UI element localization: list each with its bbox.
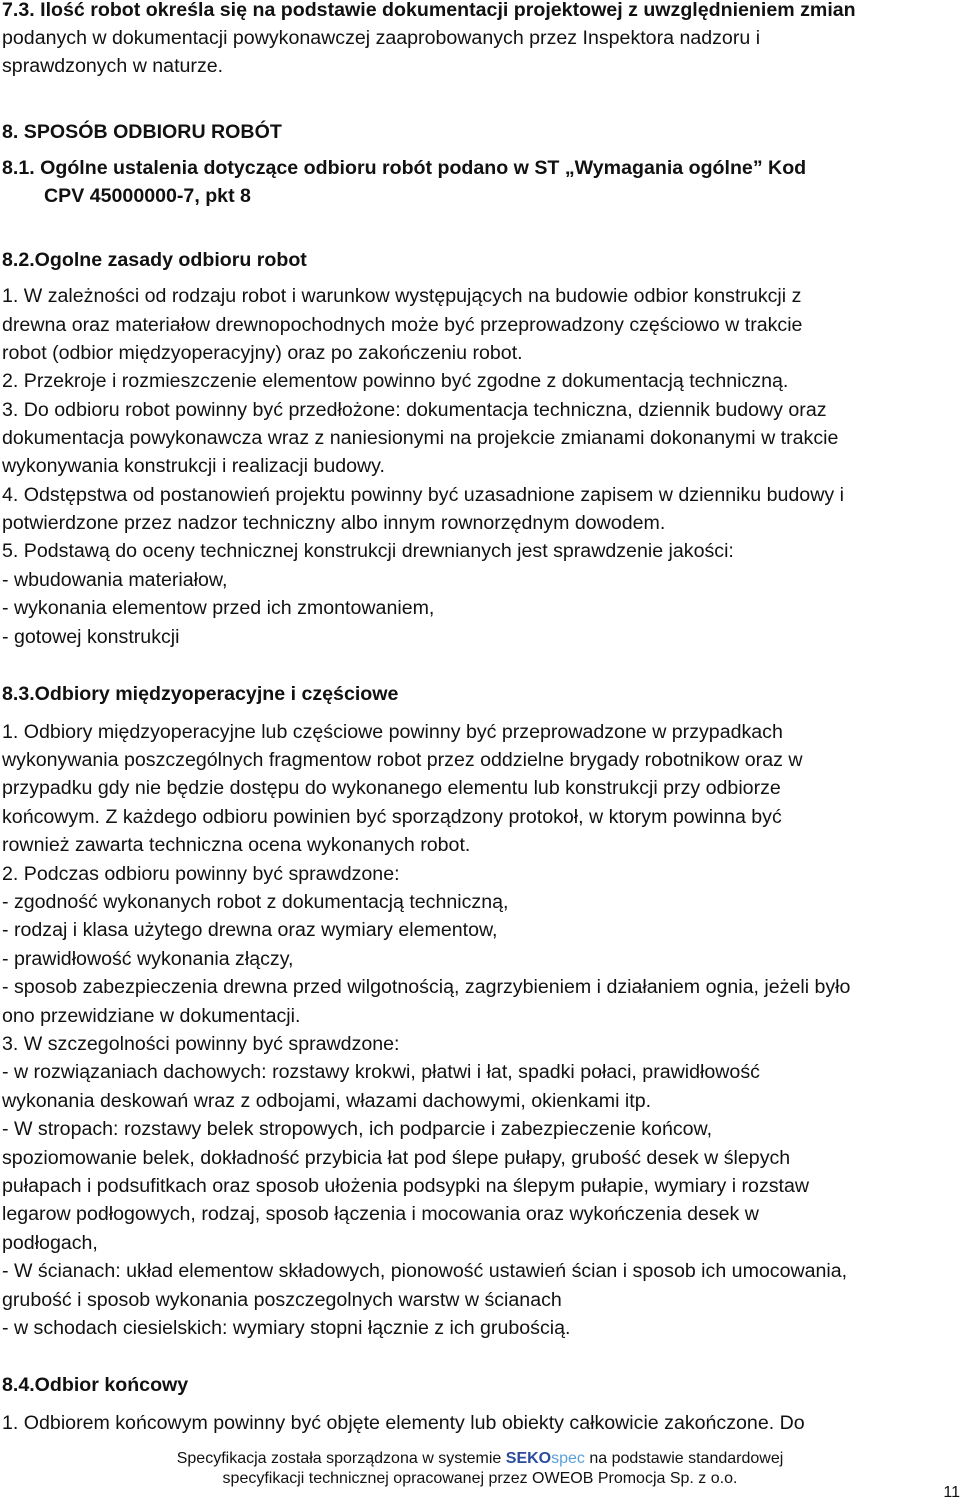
text-line: potwierdzone przez nadzor techniczny albo innym rownorzędnym dowodem. (2, 512, 666, 534)
text-line: podanych w dokumentacji powykonawczej zaaprobowanych przez Inspektora nadzoru i (2, 27, 761, 49)
text-line: grubość i sposob wykonania poszczegolnych warstw w ścianach (2, 1289, 562, 1311)
text-line: 1. W zależności od rodzaju robot i warunkow występujących na budowie odbior konstrukcji z (2, 285, 802, 307)
list-item: - wbudowania materiałow, (2, 569, 228, 591)
footer-text-before: Specyfikacja została sporządzona w systemie (176, 1450, 502, 1467)
section-8-2-heading: 8.2.Ogolne zasady odbioru robot (2, 249, 307, 271)
text-line: 1. Odbiorem końcowym powinny być objęte elementy lub obiekty całkowicie zakończone. Do (2, 1412, 805, 1434)
footer-line-2: specyfikacji technicznej opracowanej przez OWEOB Promocja Sp. z o.o. (222, 1470, 738, 1487)
section-7-3-heading: 7.3. Ilość robot określa się na podstawie dokumentacji projektowej z uwzględnieniem zmian (2, 0, 856, 21)
text-line: sprawdzonych w naturze. (2, 55, 224, 77)
text-line: pułapach i podsufitkach oraz sposob ułożenia podsypki na ślepym pułapie, wymiary i rozstaw (2, 1175, 810, 1197)
text-line: 5. Podstawą do oceny technicznej konstrukcji drewnianych jest sprawdzenie jakości: (2, 540, 734, 562)
section-8-1-heading: 8.1. Ogólne ustalenia dotyczące odbioru robót podano w ST „Wymagania ogólne” Kod (2, 157, 807, 179)
list-item: - zgodność wykonanych robot z dokumentacją techniczną, (2, 891, 509, 913)
text-line: 1. Odbiory międzyoperacyjne lub częściowe powinny być przeprowadzone w przypadkach (2, 721, 783, 743)
list-item: - gotowej konstrukcji (2, 626, 180, 648)
text-line: rownież zawarta techniczna ocena wykonanych robot. (2, 834, 471, 856)
page-number: 11 (943, 1484, 960, 1501)
text-line: 3. Do odbioru robot powinny być przedłożone: dokumentacja techniczna, dziennik budowy oraz (2, 399, 827, 421)
sekospec-logo (506, 1450, 585, 1467)
text-line: 2. Przekroje i rozmieszczenie elementow powinno być zgodne z dokumentacją techniczną. (2, 370, 789, 392)
text-line: końcowym. Z każdego odbioru powinien być sporządzony protokoł, w ktorym powinna być (2, 806, 782, 828)
list-item: - W ścianach: układ elementow składowych, pionowość ustawień ścian i sposob ich umocowania, (2, 1260, 848, 1282)
list-item: - sposob zabezpieczenia drewna przed wilgotnością, zagrzybieniem i działaniem ognia, jeżeli było (2, 976, 851, 998)
list-item: - wykonania elementow przed ich zmontowaniem, (2, 597, 435, 619)
text-line: 3. W szczegolności powinny być sprawdzone: (2, 1033, 400, 1055)
text-line: wykonywania poszczególnych fragmentow robot przez oddzielne brygady robotnikow oraz w (2, 749, 803, 771)
section-8-4-heading: 8.4.Odbior końcowy (2, 1374, 189, 1396)
section-8-heading: 8. SPOSÓB ODBIORU ROBÓT (2, 121, 282, 143)
list-item: - w schodach ciesielskich: wymiary stopni łącznie z ich grubością. (2, 1317, 571, 1339)
list-item: - rodzaj i klasa użytego drewna oraz wymiary elementow, (2, 919, 498, 941)
footer-text-after: na podstawie standardowej (589, 1450, 784, 1467)
text-line: robot (odbior międzyoperacyjny) oraz po zakończeniu robot. (2, 342, 523, 364)
list-item: - w rozwiązaniach dachowych: rozstawy krokwi, płatwi i łat, spadki połaci, prawidłowość (2, 1061, 760, 1083)
text-line: ono przewidziane w dokumentacji. (2, 1005, 301, 1027)
logo-seko: SEKO (505, 1450, 552, 1467)
text-line: drewna oraz materiałow drewnopochodnych może być przeprowadzony częściowo w trakcie (2, 314, 803, 336)
section-8-3-heading: 8.3.Odbiory międzyoperacyjne i częściowe (2, 683, 399, 705)
logo-spec: spec (551, 1450, 585, 1467)
list-item: - prawidłowość wykonania złączy, (2, 948, 294, 970)
text-line: legarow podłogowych, rodzaj, sposob łączenia i mocowania oraz wykończenia desek w (2, 1203, 759, 1225)
text-line: 2. Podczas odbioru powinny być sprawdzone: (2, 863, 400, 885)
text-line: wykonywania konstrukcji i realizacji budowy. (2, 455, 385, 477)
text-line: 4. Odstępstwa od postanowień projektu powinny być uzasadnione zapisem w dzienniku budowy i (2, 484, 844, 506)
list-item: - W stropach: rozstawy belek stropowych, ich podparcie i zabezpieczenie końcow, (2, 1118, 713, 1140)
section-8-1-heading-cont: CPV 45000000-7, pkt 8 (44, 185, 251, 207)
footer-line-1 (0, 1450, 960, 1468)
text-line: przypadku gdy nie będzie dostępu do wykonanego elementu lub konstrukcji przy odbiorze (2, 777, 781, 799)
text-line: wykonania deskowań wraz z odbojami, włazami dachowymi, okienkami itp. (2, 1090, 652, 1112)
text-line: spoziomowanie belek, dokładność przybicia łat pod ślepe pułapy, grubość desek w ślepych (2, 1147, 791, 1169)
text-line: dokumentacja powykonawcza wraz z naniesionymi na projekcie zmianami dokonanymi w trakcie (2, 427, 839, 449)
text-line: podłogach, (2, 1232, 98, 1254)
